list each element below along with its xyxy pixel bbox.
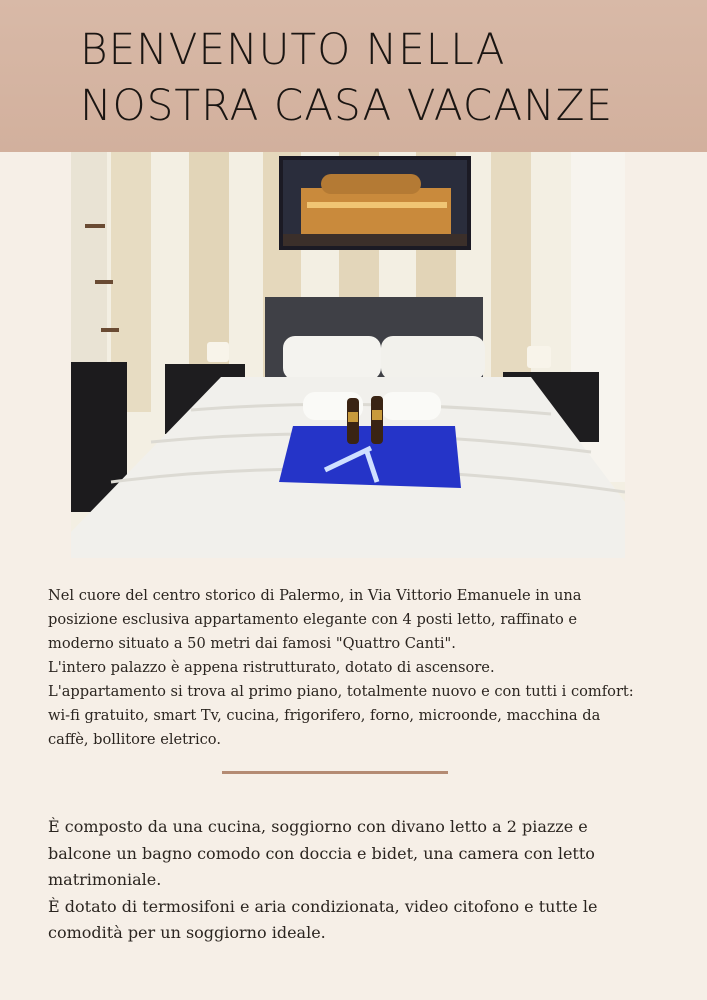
text-line: È composto da una cucina, soggiorno con divano letto a 2 piazze e — [48, 817, 588, 836]
bedroom-photo — [71, 152, 625, 558]
text-line: comodità per un soggiorno ideale. — [48, 923, 326, 942]
description-paragraph-2 — [48, 814, 668, 947]
text-line: È dotato di termosifoni e aria condizionata, video citofono e tutte le — [48, 896, 598, 916]
title-line-2: NOSTRA CASA VACANZE — [80, 81, 614, 131]
text-line: Nel cuore del centro storico di Palermo, in Via Vittorio Emanuele in una — [48, 587, 582, 604]
page-title — [80, 22, 613, 134]
section-divider — [222, 771, 448, 774]
text-line: L'intero palazzo è appena ristrutturato, dotato di ascensore. — [48, 659, 495, 676]
text-line: posizione esclusiva appartamento elegante con 4 posti letto, raffinato e — [48, 611, 578, 628]
header-banner — [0, 0, 707, 152]
text-line: caffè, bollitore eletrico. — [48, 731, 221, 748]
description-paragraph-1 — [48, 584, 663, 752]
text-line: matrimoniale. — [48, 870, 162, 889]
text-line: balcone un bagno comodo con doccia e bidet, una camera con letto — [48, 843, 595, 863]
title-line-1: BENVENUTO NELLA — [80, 25, 506, 75]
text-line: moderno situato a 50 metri dai famosi "Quattro Canti". — [48, 635, 456, 652]
text-line: wi-fi gratuito, smart Tv, cucina, frigorifero, forno, microonde, macchina da — [48, 707, 601, 724]
text-line: L'appartamento si trova al primo piano, totalmente nuovo e con tutti i comfort: — [48, 683, 634, 700]
